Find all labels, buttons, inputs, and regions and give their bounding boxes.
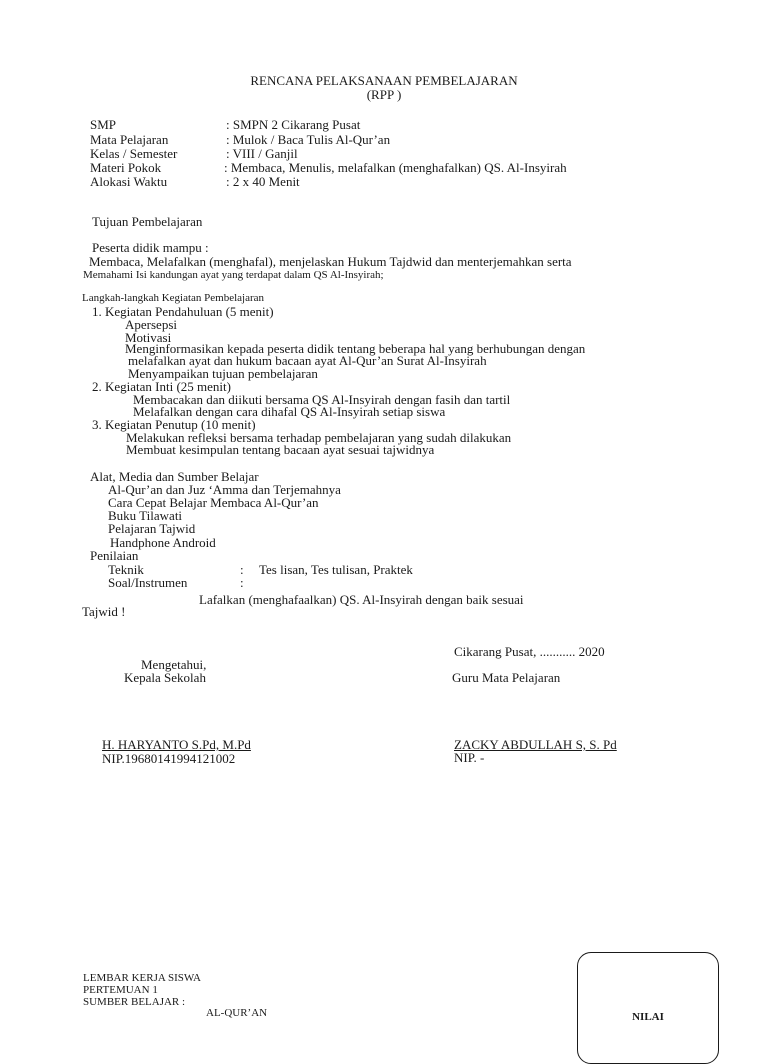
bullet-icon xyxy=(114,445,121,459)
alat-item: Cara Cepat Belajar Membaca Al-Qur’an xyxy=(108,495,319,510)
info-label-time: Alokasi Waktu xyxy=(90,174,168,189)
bullet-icon xyxy=(94,485,101,499)
alat-heading: Alat, Media dan Sumber Belajar xyxy=(90,469,259,484)
guru-name: ZACKY ABDULLAH S, S. Pd xyxy=(454,737,617,752)
alat-item: Pelajaran Tajwid xyxy=(108,521,196,536)
document-title: RENCANA PELAKSANAAN PEMBELAJARAN xyxy=(250,73,518,88)
tujuan-intro: Peserta didik mampu : xyxy=(92,240,209,255)
info-value-subject: : Mulok / Baca Tulis Al-Qur’an xyxy=(226,132,391,147)
soal-colon: : xyxy=(240,575,244,590)
mengetahui-label: Mengetahui, xyxy=(141,657,207,672)
bullet-icon xyxy=(111,320,118,334)
bullet-icon xyxy=(94,498,101,512)
info-label-class: Kelas / Semester xyxy=(90,146,178,161)
k3-item: Membuat kesimpulan tentang bacaan ayat sesuai tajwidnya xyxy=(126,442,435,457)
lks-source-value: AL-QUR’AN xyxy=(206,1007,268,1019)
place-date: Cikarang Pusat, ........... 2020 xyxy=(454,644,605,659)
k2-item: Membacakan dan diikuti bersama QS Al-Insyirah dengan fasih dan tartil xyxy=(133,392,511,407)
bullet-icon xyxy=(94,511,101,525)
bullet-icon xyxy=(94,524,101,538)
k1-item: Menginformasikan kepada peserta didik tentang beberapa hal yang berhubungan dengan xyxy=(125,341,586,356)
langkah-heading: Langkah-langkah Kegiatan Pembelajaran xyxy=(82,292,265,304)
kepala-nip: NIP.19680141994121002 xyxy=(102,751,236,766)
nilai-box xyxy=(577,952,719,1064)
bullet-icon xyxy=(94,578,101,592)
soal-line-2: Tajwid ! xyxy=(82,604,126,619)
kegiatan-3-title: 3. Kegiatan Penutup (10 menit) xyxy=(92,417,256,432)
k1-item-continuation: Menyampaikan tujuan pembelajaran xyxy=(128,366,318,381)
k1-item: Apersepsi xyxy=(125,317,177,332)
info-value-class: : VIII / Ganjil xyxy=(226,146,298,161)
info-value-school: : SMPN 2 Cikarang Pusat xyxy=(226,117,361,132)
penilaian-heading: Penilaian xyxy=(90,548,139,563)
teknik-colon: : xyxy=(240,562,244,577)
k1-item-continuation: melafalkan ayat dan hukum bacaan ayat Al-Qur’an Surat Al-Insyirah xyxy=(128,353,487,368)
bullet-icon xyxy=(94,565,101,579)
soal-label: Soal/Instrumen xyxy=(108,575,188,590)
info-label-school: SMP xyxy=(90,117,117,132)
k3-item: Melakukan refleksi bersama terhadap pembelajaran yang sudah dilakukan xyxy=(126,430,512,445)
nilai-label: NILAI xyxy=(632,1011,664,1023)
teknik-value: Tes lisan, Tes tulisan, Praktek xyxy=(259,562,413,577)
guru-nip: NIP. - xyxy=(454,750,485,765)
guru-label: Guru Mata Pelajaran xyxy=(452,670,561,685)
teknik-label: Teknik xyxy=(108,562,144,577)
info-label-topic: Materi Pokok xyxy=(90,160,162,175)
tujuan-line-1: Membaca, Melafalkan (menghafal), menjelaskan Hukum Tajdwid dan menterjemahkan serta xyxy=(89,254,572,269)
document-subtitle: (RPP ) xyxy=(366,87,402,102)
k1-item: Motivasi xyxy=(125,330,172,345)
soal-line-1: Lafalkan (menghafaalkan) QS. Al-Insyirah dengan baik sesuai xyxy=(199,592,524,607)
tujuan-line-2: Memahami Isi kandungan ayat yang terdapat dalam QS Al-Insyirah; xyxy=(83,269,384,281)
alat-item: Handphone Android xyxy=(110,535,216,550)
lks-source-label: SUMBER BELAJAR : xyxy=(83,996,186,1008)
lks-title: LEMBAR KERJA SISWA xyxy=(83,972,201,984)
alat-item: Al-Qur’an dan Juz ‘Amma dan Terjemahnya xyxy=(108,482,341,497)
kegiatan-1-title: 1. Kegiatan Pendahuluan (5 menit) xyxy=(92,304,274,319)
kepala-name: H. HARYANTO S.Pd, M.Pd xyxy=(102,737,251,752)
kegiatan-2-title: 2. Kegiatan Inti (25 menit) xyxy=(92,379,231,394)
info-value-topic: : Membaca, Menulis, melafalkan (menghafalkan) QS. Al-Insyirah xyxy=(224,160,567,175)
lks-meeting: PERTEMUAN 1 xyxy=(83,984,158,996)
info-label-subject: Mata Pelajaran xyxy=(90,132,169,147)
bullet-icon xyxy=(111,344,118,358)
k2-item: Melafalkan dengan cara dihafal QS Al-Insyirah setiap siswa xyxy=(133,404,446,419)
info-value-time: : 2 x 40 Menit xyxy=(226,174,300,189)
tujuan-heading: Tujuan Pembelajaran xyxy=(92,214,203,229)
alat-item: Buku Tilawati xyxy=(108,508,183,523)
kepala-sekolah-label: Kepala Sekolah xyxy=(124,670,206,685)
